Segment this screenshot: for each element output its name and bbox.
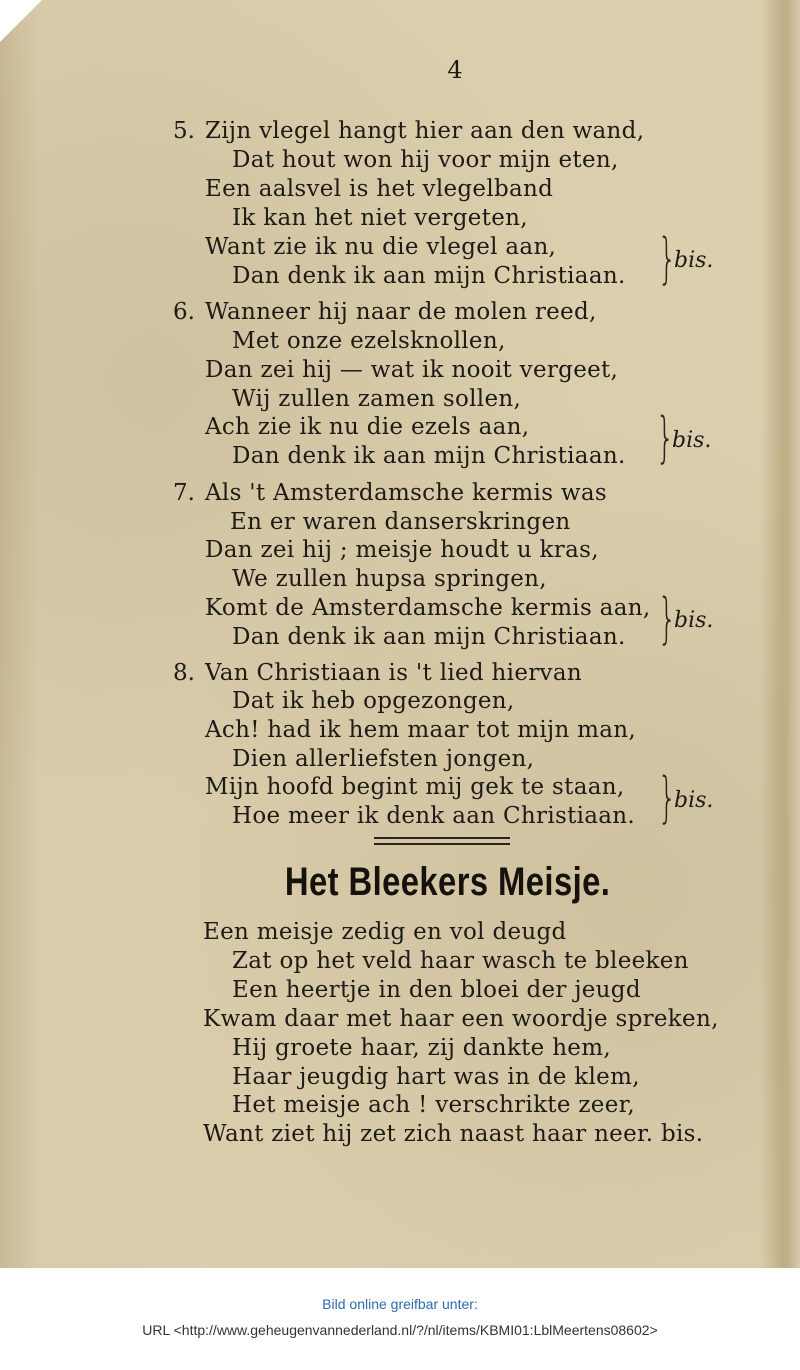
verse-line: Zijn vlegel hangt hier aan den wand, xyxy=(205,118,645,144)
verse-line: Ik kan het niet vergeten, xyxy=(232,205,528,231)
page-edge-shadow xyxy=(778,0,800,1268)
footer-caption: Bild online greifbar unter: xyxy=(322,1296,478,1312)
verse-line: Wanneer hij naar de molen reed, xyxy=(205,299,597,325)
verse-number: 6. xyxy=(173,299,195,325)
verse-line: Hoe meer ik denk aan Christiaan. xyxy=(232,803,636,829)
song-line: Een heertje in den bloei der jeugd xyxy=(232,977,641,1003)
song-line: Het meisje ach ! verschrikte zeer, xyxy=(232,1092,635,1118)
song-line: Hij groete haar, zij dankte hem, xyxy=(232,1035,611,1061)
divider-line xyxy=(374,843,510,845)
verse-line: Dat hout won hij voor mijn eten, xyxy=(232,147,619,173)
verse-line: Van Christiaan is 't lied hiervan xyxy=(205,660,582,686)
repeat-mark: bis. xyxy=(674,248,714,273)
verse-number: 8. xyxy=(173,660,195,686)
page-number: 4 xyxy=(447,56,463,84)
repeat-mark: bis. xyxy=(674,608,714,633)
verse-line: Wij zullen zamen sollen, xyxy=(232,386,522,412)
verse-line: Dan denk ik aan mijn Christiaan. xyxy=(232,263,626,289)
verse-line: Dien allerliefsten jongen, xyxy=(232,746,535,772)
repeat-brace: } xyxy=(657,766,677,829)
song-line: Haar jeugdig hart was in de klem, xyxy=(232,1064,640,1090)
verse-line: Ach zie ik nu die ezels aan, xyxy=(205,414,530,440)
verse-number: 5. xyxy=(173,118,195,144)
repeat-mark: bis. xyxy=(674,788,714,813)
verse-line: Dan zei hij — wat ik nooit vergeet, xyxy=(205,357,619,383)
footer-url: URL <http://www.geheugenvannederland.nl/?/nl/items/KBMI01:LblMeertens08602> xyxy=(142,1322,658,1338)
verse-line: Mijn hoofd begint mij gek te staan, xyxy=(205,774,625,800)
divider-line xyxy=(374,837,510,839)
verse-line: Met onze ezelsknollen, xyxy=(232,328,506,354)
song-line: Want ziet hij zet zich naast haar neer. bis. xyxy=(203,1121,704,1147)
verse-line: Dan denk ik aan mijn Christiaan. xyxy=(232,624,626,650)
verse-line: En er waren danserskringen xyxy=(230,509,571,535)
verse-line: Ach! had ik hem maar tot mijn man, xyxy=(205,717,637,743)
verse-line: Een aalsvel is het vlegelband xyxy=(205,176,554,202)
verse-line: Want zie ik nu die vlegel aan, xyxy=(205,234,557,260)
verse-line: Dan zei hij ; meisje houdt u kras, xyxy=(205,537,599,563)
repeat-brace: } xyxy=(655,406,675,469)
song-line: Kwam daar met haar een woordje spreken, xyxy=(203,1006,719,1032)
torn-corner xyxy=(0,0,42,42)
verse-line: We zullen hupsa springen, xyxy=(232,566,547,592)
verse-number: 7. xyxy=(173,480,195,506)
song-line: Zat op het veld haar wasch te bleeken xyxy=(232,948,689,974)
song-line: Een meisje zedig en vol deugd xyxy=(203,919,567,945)
repeat-brace: } xyxy=(657,587,677,650)
verse-line: Dan denk ik aan mijn Christiaan. xyxy=(232,443,626,469)
song-title: Het Bleekers Meisje. xyxy=(284,860,611,904)
verse-line: Komt de Amsterdamsche kermis aan, xyxy=(205,595,651,621)
repeat-mark: bis. xyxy=(672,428,712,453)
repeat-brace: } xyxy=(657,227,677,290)
verse-line: Als 't Amsterdamsche kermis was xyxy=(205,480,608,506)
verse-line: Dat ik heb opgezongen, xyxy=(232,688,515,714)
